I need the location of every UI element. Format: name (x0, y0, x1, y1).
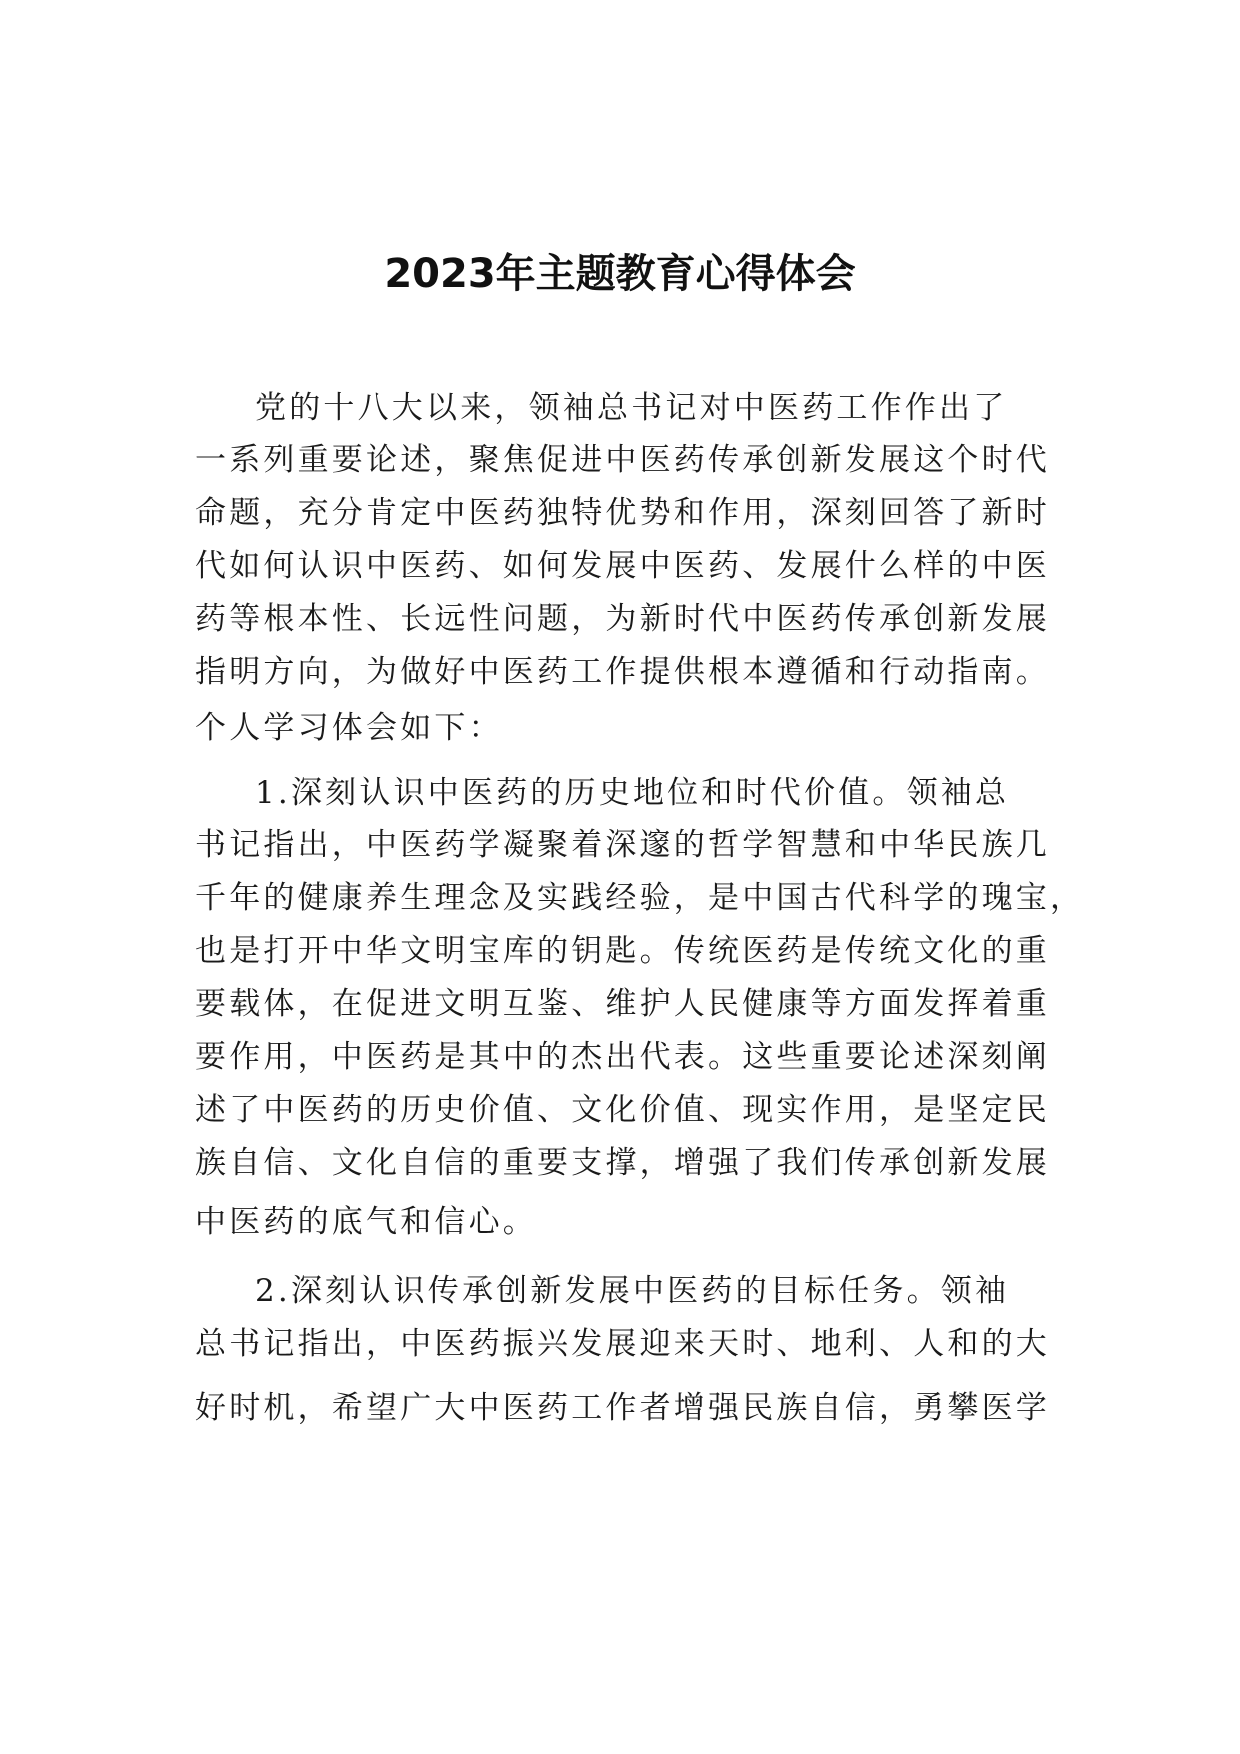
paragraph-line: 好时机，希望广大中医药工作者增强民族自信，勇攀医学 (195, 1390, 1050, 1426)
paragraph-line: 1.深刻认识中医药的历史地位和时代价值。领袖总 (255, 775, 1010, 811)
paragraph-line: 总书记指出，中医药振兴发展迎来天时、地利、人和的大 (195, 1326, 1050, 1362)
paragraph-line: 要载体，在促进文明互鉴、维护人民健康等方面发挥着重 (195, 986, 1050, 1022)
paragraph-line: 书记指出，中医药学凝聚着深邃的哲学智慧和中华民族几 (195, 827, 1050, 863)
paragraph-line: 党的十八大以来，领袖总书记对中医药工作作出了 (255, 390, 1008, 426)
paragraph-line: 要作用，中医药是其中的杰出代表。这些重要论述深刻阐 (195, 1039, 1050, 1075)
paragraph-line: 命题，充分肯定中医药独特优势和作用，深刻回答了新时 (195, 495, 1050, 531)
paragraph-line: 药等根本性、长远性问题，为新时代中医药传承创新发展 (195, 601, 1050, 637)
paragraph-line: 代如何认识中医药、如何发展中医药、发展什么样的中医 (195, 548, 1050, 584)
paragraph-line: 个人学习体会如下： (195, 710, 503, 746)
paragraph-line: 族自信、文化自信的重要支撑，增强了我们传承创新发展 (195, 1145, 1050, 1181)
paragraph-line: 千年的健康养生理念及实践经验，是中国古代科学的瑰宝， (195, 880, 1085, 916)
document-title: 2023年主题教育心得体会 (384, 251, 856, 297)
paragraph-line: 一系列重要论述，聚焦促进中医药传承创新发展这个时代 (195, 442, 1050, 478)
paragraph-line: 指明方向，为做好中医药工作提供根本遵循和行动指南。 (195, 654, 1050, 690)
paragraph-line: 也是打开中华文明宝库的钥匙。传统医药是传统文化的重 (195, 933, 1050, 969)
paragraph-line: 2.深刻认识传承创新发展中医药的目标任务。领袖 (255, 1273, 1010, 1309)
paragraph-line: 述了中医药的历史价值、文化价值、现实作用，是坚定民 (195, 1092, 1050, 1128)
paragraph-line: 中医药的底气和信心。 (195, 1204, 537, 1240)
